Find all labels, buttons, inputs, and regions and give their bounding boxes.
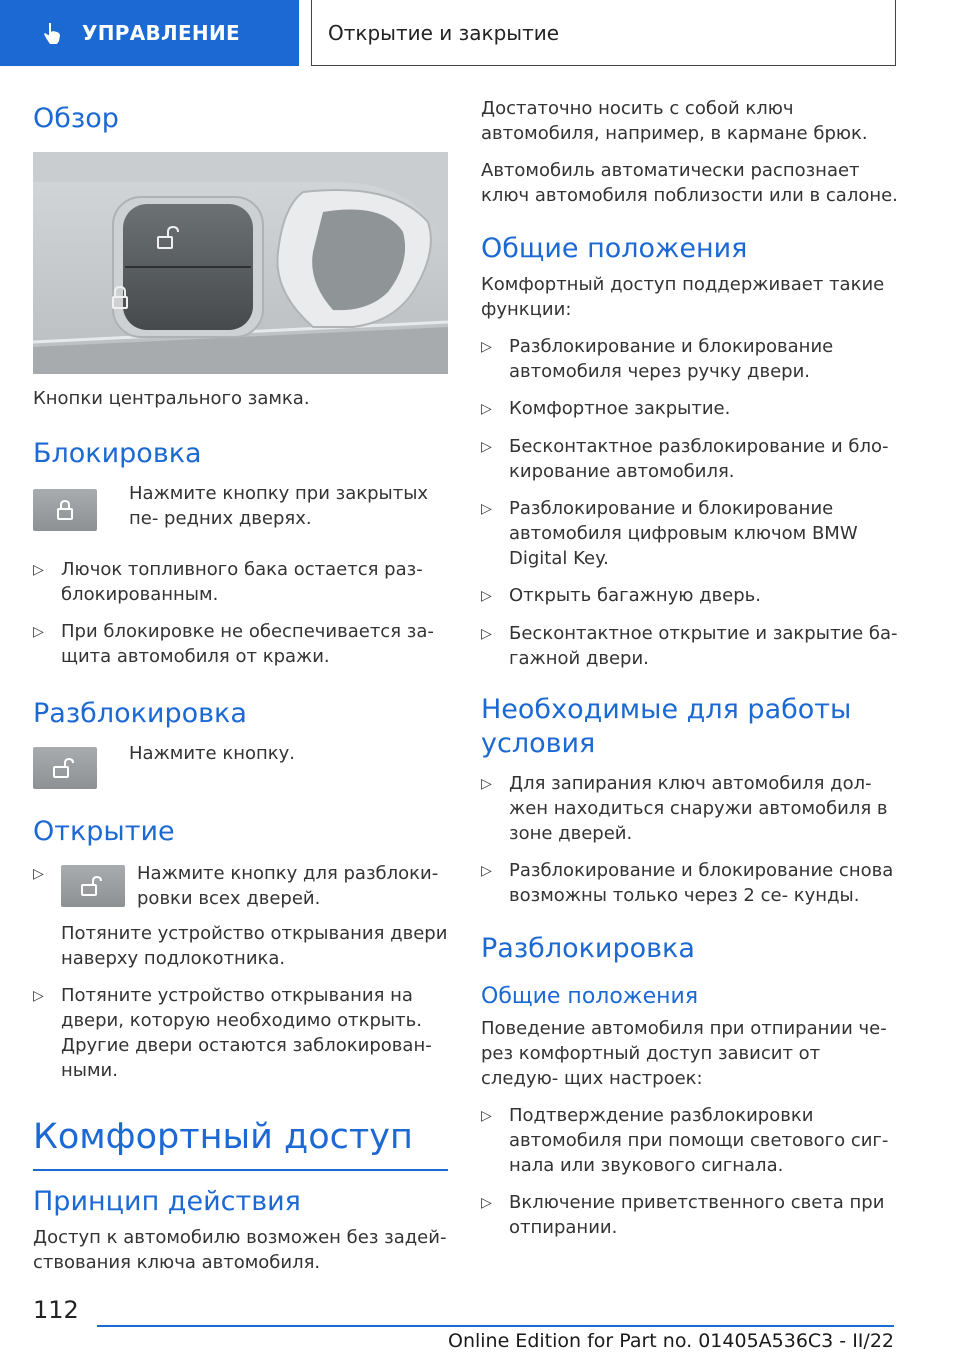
triangle-bullet-icon: ▷ [481,401,492,417]
triangle-bullet-icon: ▷ [33,866,44,882]
unlock-heading: Разблокировка [33,698,247,729]
triangle-bullet-icon: ▷ [481,1108,492,1124]
triangle-bullet-icon: ▷ [481,339,492,355]
left-column [33,100,448,1275]
principle-text: Доступ к автомобилю возможен без задей- ствования ключа автомобиля. [33,1227,447,1273]
intro-paragraph-1: Достаточно носить с собой ключ автомобиля, например, в кармане брюк. [481,98,868,144]
unlock-bullet-1: ▷ Подтверждение разблокировки автомобиля при помощи светового сиг- нала или звукового сигнала. [481,1105,889,1176]
requirements-bullet-2: ▷ Разблокирование и блокирование снова возможны только через 2 се- кунды. [481,860,894,906]
unlock-bullet-2: ▷ Включение приветственного света при отпирании. [481,1192,885,1238]
lock-bullet-2: ▷ При блокировке не обеспечивается за- щита автомобиля от кражи. [33,621,434,667]
open-bullet-1-text: Нажмите кнопку для разблоки- ровки всех дверей. [137,863,439,909]
triangle-bullet-icon: ▷ [33,988,44,1004]
unlock-button-image [33,747,97,789]
triangle-bullet-icon: ▷ [481,776,492,792]
requirements-heading: Необходимые для работы условия [481,694,852,759]
unlock-instruction [33,741,448,789]
page-number: 112 [33,1296,79,1324]
general-bullet-2: ▷ Комфортное закрытие. [481,396,901,422]
triangle-bullet-icon: ▷ [481,863,492,879]
lock-instruction [33,481,448,531]
door-lock-buttons-photo [33,152,448,374]
triangle-bullet-icon: ▷ [481,1195,492,1211]
unlock-heading-right: Разблокировка [481,933,695,964]
general-heading: Общие положения [481,233,748,264]
general-bullet-4: ▷ Разблокирование и блокирование автомобиля цифровым ключом BMW Digital Key. [481,498,858,569]
intro-paragraph-2: Автомобиль автоматически распознает ключ автомобиля поблизости или в салоне. [481,160,898,206]
general-bullet-5: ▷ Открыть багажную дверь. [481,583,901,609]
unlock-text-right: Поведение автомобиля при отпирании че- рез комфортный доступ зависит от следую- щих настроек: [481,1018,887,1089]
hand-pointer-icon [40,20,66,46]
right-column [481,96,901,1240]
section-tab [0,0,299,66]
overview-heading: Обзор [33,103,119,134]
comfort-access-heading: Комфортный доступ [33,1117,413,1157]
edition-footer: Online Edition for Part no. 01405A536C3 - II/22 [447,1330,894,1352]
unlock-button-image [61,865,125,907]
triangle-bullet-icon: ▷ [481,588,492,604]
footer-rule [97,1325,894,1327]
opening-heading: Открытие [33,816,175,847]
triangle-bullet-icon: ▷ [481,626,492,642]
triangle-bullet-icon: ▷ [481,501,492,517]
section-label: УПРАВЛЕНИЕ [82,21,240,45]
triangle-bullet-icon: ▷ [33,624,44,640]
open-bullet-1 [33,861,448,971]
heading-rule [33,1169,448,1171]
general-bullet-6: ▷ Бесконтактное открытие и закрытие ба- гажной двери. [481,623,898,669]
lock-open-icon [80,875,106,897]
lock-button-image [33,489,97,531]
lock-closed-icon [54,499,76,521]
principle-heading: Принцип действия [33,1186,301,1217]
chapter-label: Открытие и закрытие [328,20,560,45]
unlock-text: Нажмите кнопку. [129,743,296,764]
photo-caption: Кнопки центрального замка. [33,388,310,409]
triangle-bullet-icon: ▷ [481,439,492,455]
general-bullet-3: ▷ Бесконтактное разблокирование и бло- кирование автомобиля. [481,436,889,482]
lock-text: Нажмите кнопку при закрытых пе- редних дверях. [129,483,429,529]
lock-heading: Блокировка [33,438,202,469]
lock-open-icon [52,757,78,779]
requirements-bullet-1: ▷ Для запирания ключ автомобиля дол- жен находиться снаружи автомобиля в зоне дверей. [481,773,888,844]
general-bullet-1: ▷ Разблокирование и блокирование автомобиля через ручку двери. [481,336,834,382]
unlock-subheading: Общие положения [481,984,699,1009]
open-bullet-2: ▷ Потяните устройство открывания на двери, которую необходимо открыть. Другие двери остаются заблокирован- ными. [33,985,432,1081]
lock-bullet-1: ▷ Лючок топливного бака остается раз- блокированным. [33,559,423,605]
open-bullet-1-sub: Потяните устройство открывания двери наверху подлокотника. [61,923,448,969]
general-text: Комфортный доступ поддерживает такие функции: [481,274,885,320]
triangle-bullet-icon: ▷ [33,562,44,578]
chapter-tab [311,0,896,66]
